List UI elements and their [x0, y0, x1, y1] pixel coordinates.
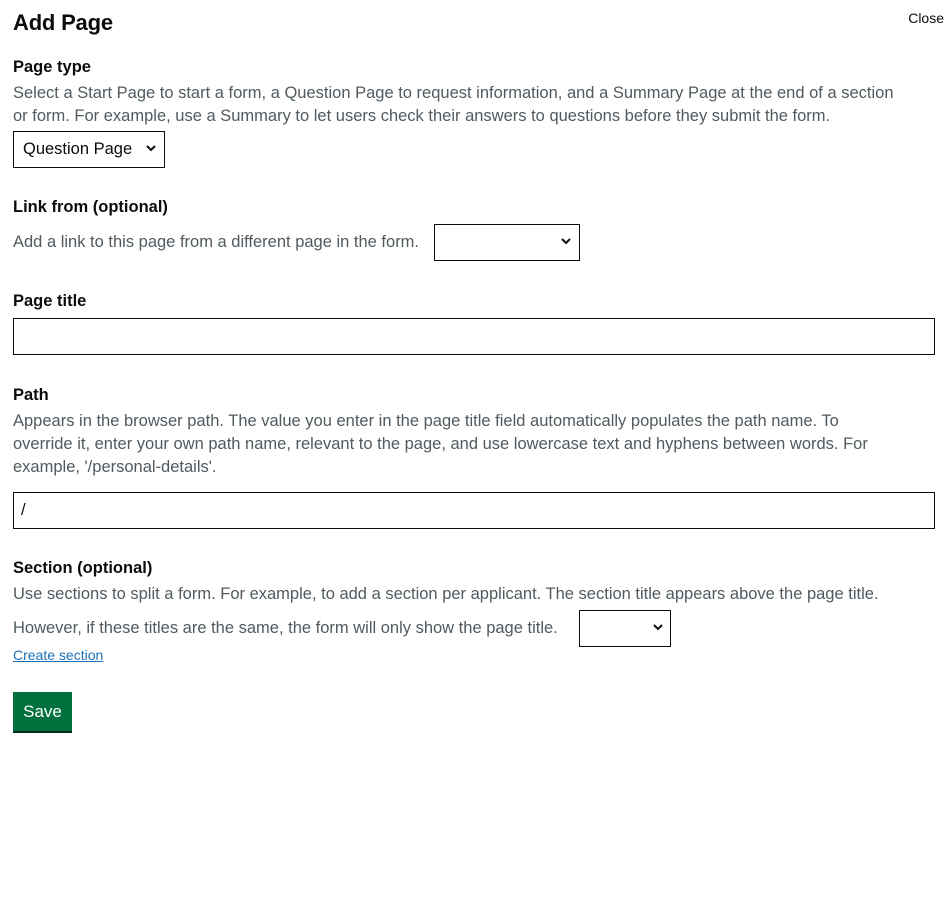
page-type-hint-line-2: or form. For example, use a Summary to let users check their answers to questions before they submit the form. — [13, 107, 831, 125]
section-hint-line-1: Use sections to split a form. For example, to add a section per applicant. The section title appears above the page title. — [13, 585, 879, 603]
section-hint-line-2: However, if these titles are the same, the form will only show the page title. — [13, 619, 558, 637]
path-hint-line-3: example, '/personal-details'. — [13, 458, 217, 476]
page-title-label: Page title — [13, 292, 87, 310]
page-type-label: Page type — [13, 58, 91, 76]
path-group — [13, 385, 935, 479]
page-type-selected-value: Question Page — [23, 140, 133, 158]
page-type-group — [13, 57, 935, 128]
link-from-select[interactable] — [434, 224, 580, 261]
path-label: Path — [13, 386, 49, 404]
link-from-label: Link from (optional) — [13, 198, 168, 216]
path-hint-line-1: Appears in the browser path. The value you enter in the page title field automatically populates the path name. To — [13, 412, 839, 430]
page-title-input[interactable] — [13, 318, 935, 355]
path-hint — [13, 410, 935, 479]
add-page-panel — [13, 0, 935, 721]
chevron-down-icon — [652, 621, 664, 633]
path-input-value: / — [21, 501, 26, 519]
chevron-down-icon — [560, 235, 572, 247]
page-type-hint — [13, 82, 935, 128]
section-group — [13, 558, 935, 606]
create-section-link[interactable]: Create section — [13, 647, 104, 663]
close-link[interactable]: Close — [908, 10, 944, 26]
page-type-hint-line-1: Select a Start Page to start a form, a Question Page to request information, and a Summary Page at the end of a section — [13, 84, 894, 102]
page-type-select[interactable] — [13, 131, 165, 168]
save-button[interactable]: Save — [13, 692, 72, 731]
section-label: Section (optional) — [13, 559, 153, 577]
path-hint-line-2: override it, enter your own path name, relevant to the page, and use lowercase text and hyphens between words. For — [13, 435, 868, 453]
chevron-down-icon — [145, 142, 157, 154]
panel-title: Add Page — [13, 10, 113, 35]
link-from-hint: Add a link to this page from a different page in the form. — [13, 233, 420, 251]
path-input[interactable] — [13, 492, 935, 529]
section-select[interactable] — [579, 610, 671, 647]
